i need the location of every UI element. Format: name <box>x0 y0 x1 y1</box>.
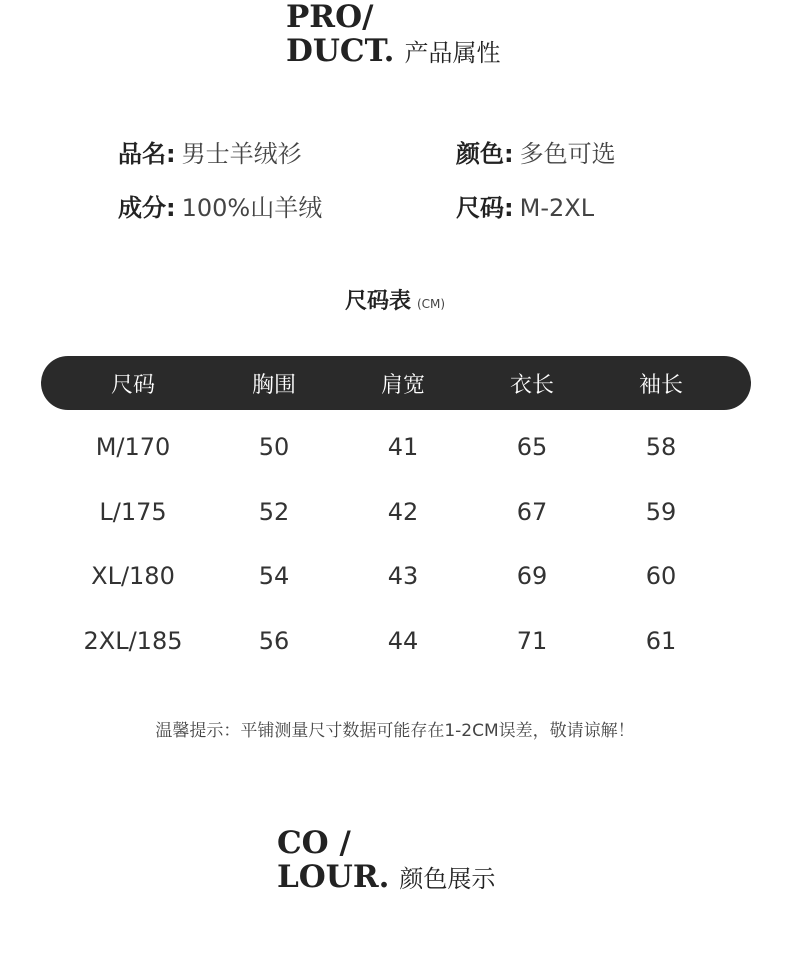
table-cell: XL/180 <box>91 562 175 591</box>
header-cell: 袖长 <box>638 372 683 398</box>
header-cell: 尺码 <box>110 372 155 398</box>
table-row <box>41 415 751 480</box>
table-cell: 56 <box>258 626 290 655</box>
attr-size-key: 尺码: <box>456 194 514 222</box>
table-cell: 43 <box>387 562 419 591</box>
attr-name-value: 男士羊绒衫 <box>181 140 302 168</box>
table-cell: 69 <box>516 562 548 591</box>
header-cell: 衣长 <box>509 372 554 398</box>
table-cell: 67 <box>516 497 548 526</box>
table-cell: M/170 <box>95 433 171 462</box>
header-cell: 肩宽 <box>380 372 425 398</box>
attr-material-value: 100%山羊绒 <box>181 194 323 222</box>
header-cell: 胸围 <box>251 372 296 398</box>
table-cell: 42 <box>387 497 419 526</box>
attr-color-key: 颜色: <box>456 140 514 168</box>
product-heading-cn: 产品属性 <box>404 39 501 67</box>
attr-size <box>456 188 594 223</box>
table-cell: 65 <box>516 433 548 462</box>
table-cell: 54 <box>258 562 290 591</box>
table-cell: 44 <box>387 626 419 655</box>
colour-heading <box>277 826 495 896</box>
attr-name-key: 品名: <box>118 140 176 168</box>
table-cell: 52 <box>258 497 290 526</box>
table-cell: 58 <box>645 433 677 462</box>
attr-color-value: 多色可选 <box>519 140 616 168</box>
product-heading-line2: DUCT. <box>286 33 395 69</box>
size-table <box>41 356 751 673</box>
product-heading <box>286 0 500 70</box>
size-chart-unit: (CM) <box>416 297 446 311</box>
table-cell: 61 <box>645 626 677 655</box>
table-row <box>41 544 751 609</box>
table-row <box>41 609 751 674</box>
table-row <box>41 480 751 545</box>
colour-heading-line1: CO / <box>277 825 351 861</box>
product-heading-line1: PRO/ <box>286 0 374 35</box>
attr-material-key: 成分: <box>118 194 176 222</box>
table-cell: 59 <box>645 497 677 526</box>
colour-heading-cn: 颜色展示 <box>399 865 496 893</box>
colour-heading-line2: LOUR. <box>277 859 390 895</box>
table-cell: 2XL/185 <box>83 626 183 655</box>
attr-name <box>118 134 302 169</box>
table-cell: 60 <box>645 562 677 591</box>
size-table-header <box>41 356 751 410</box>
table-cell: 41 <box>387 433 419 462</box>
table-cell: 71 <box>516 626 548 655</box>
table-cell: L/175 <box>99 497 167 526</box>
size-chart-title-text: 尺码表 <box>344 289 411 314</box>
measurement-tip: 温馨提示：平铺测量尺寸数据可能存在1-2CM误差，敬请谅解！ <box>155 721 635 741</box>
attr-size-value: M-2XL <box>519 194 595 222</box>
attr-material <box>118 188 322 223</box>
table-cell: 50 <box>258 433 290 462</box>
attr-color <box>456 134 616 169</box>
size-chart-title <box>0 284 790 315</box>
